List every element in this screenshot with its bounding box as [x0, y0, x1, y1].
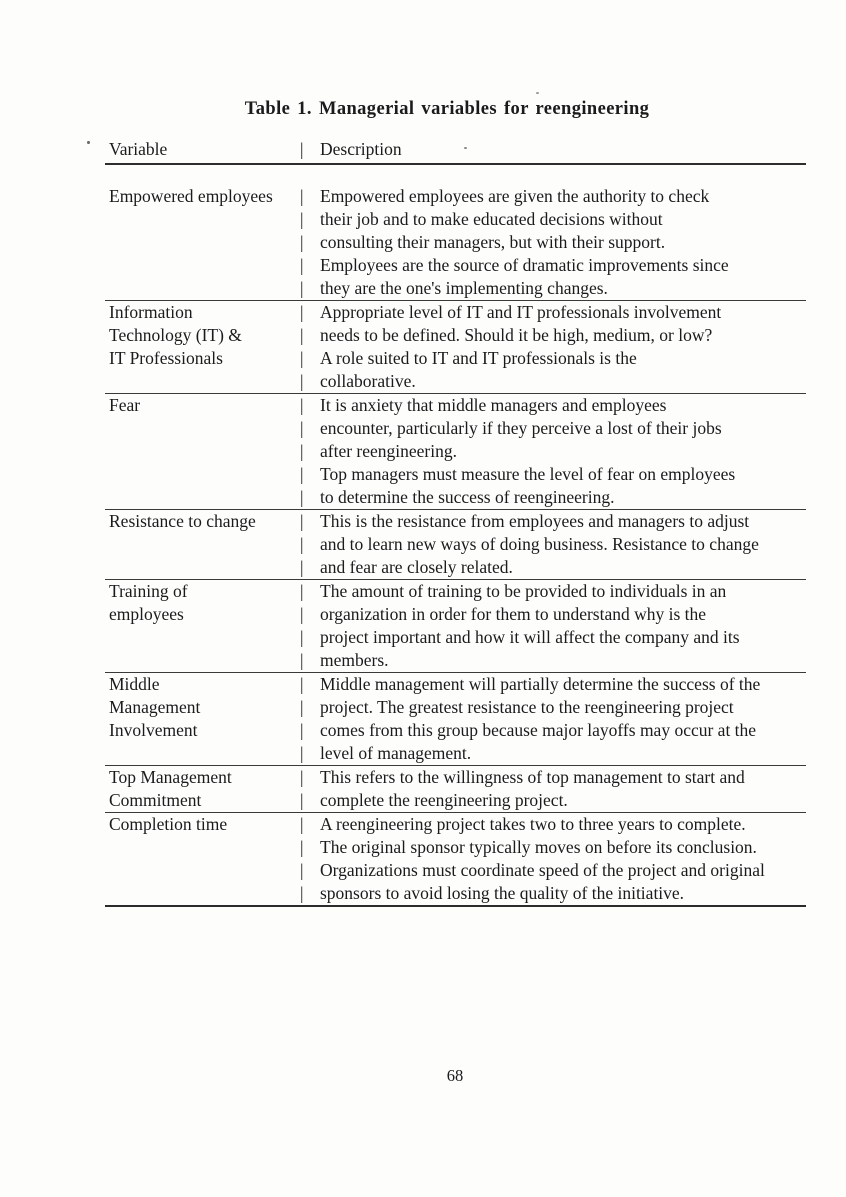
- description-line: [300, 185, 806, 208]
- table-row: [105, 580, 806, 673]
- description-line: [300, 603, 806, 626]
- description-text: complete the reengineering project.: [320, 790, 568, 810]
- description-text: This refers to the willingness of top management to start and: [320, 767, 745, 787]
- description-line: [300, 486, 806, 509]
- scan-speck: [464, 147, 467, 149]
- description-line: [300, 231, 806, 254]
- description-line: [300, 626, 806, 649]
- variable-line: Commitment: [109, 790, 202, 810]
- column-separator-glyph: |: [300, 186, 304, 206]
- description-line: [300, 370, 806, 393]
- description-text: Appropriate level of IT and IT professionals involvement: [320, 302, 722, 322]
- description-line: [300, 510, 806, 533]
- description-line: [300, 440, 806, 463]
- description-cell: [300, 813, 806, 905]
- description-line: [300, 673, 806, 696]
- column-separator-glyph: |: [300, 209, 304, 229]
- description-cell: [300, 673, 806, 765]
- description-text: The amount of training to be provided to individuals in an: [320, 581, 727, 601]
- description-cell: [300, 185, 806, 300]
- description-line: [300, 789, 806, 812]
- description-text: and fear are closely related.: [320, 557, 513, 577]
- scan-speck: [536, 92, 539, 94]
- column-separator-glyph: |: [300, 814, 304, 834]
- column-separator-glyph: |: [300, 674, 304, 694]
- variable-line: Top Management: [109, 767, 232, 787]
- variable-cell: [105, 394, 300, 509]
- column-separator-glyph: |: [300, 255, 304, 275]
- description-text: Middle management will partially determine the success of the: [320, 674, 761, 694]
- column-separator-glyph: |: [300, 650, 304, 670]
- description-cell: [300, 301, 806, 393]
- description-text: It is anxiety that middle managers and employees: [320, 395, 667, 415]
- description-text: encounter, particularly if they perceive a lost of their jobs: [320, 418, 722, 438]
- column-separator-glyph: |: [300, 720, 304, 740]
- column-header-description: Description: [320, 139, 402, 159]
- description-text: sponsors to avoid losing the quality of the initiative.: [320, 883, 685, 903]
- column-separator-glyph: |: [300, 837, 304, 857]
- description-line: [300, 394, 806, 417]
- variable-line: IT Professionals: [109, 348, 223, 368]
- description-line: [300, 347, 806, 370]
- description-text: members.: [320, 650, 389, 670]
- description-line: [300, 742, 806, 765]
- variable-cell: [105, 766, 300, 812]
- variable-cell: [105, 510, 300, 579]
- description-text: collaborative.: [320, 371, 416, 391]
- column-separator-glyph: |: [300, 232, 304, 252]
- table-row: [105, 673, 806, 766]
- description-text: The original sponsor typically moves on before its conclusion.: [320, 837, 757, 857]
- variable-line: Completion time: [109, 814, 228, 834]
- description-text: their job and to make educated decisions without: [320, 209, 663, 229]
- description-text: they are the one's implementing changes.: [320, 278, 608, 298]
- description-line: [300, 649, 806, 672]
- description-cell: [300, 766, 806, 812]
- description-line: [300, 836, 806, 859]
- description-text: A role suited to IT and IT professionals is the: [320, 348, 637, 368]
- description-line: [300, 417, 806, 440]
- column-separator-glyph: |: [300, 860, 304, 880]
- description-text: A reengineering project takes two to three years to complete.: [320, 814, 746, 834]
- page-number: 68: [446, 1066, 464, 1085]
- description-line: [300, 533, 806, 556]
- table-header-row: [105, 138, 806, 165]
- table-row: [105, 766, 806, 813]
- description-line: [300, 696, 806, 719]
- description-text: to determine the success of reengineering.: [320, 487, 615, 507]
- description-line: [300, 813, 806, 836]
- column-separator-glyph: |: [300, 511, 304, 531]
- column-separator-glyph: |: [300, 581, 304, 601]
- table-body: [105, 165, 806, 907]
- description-text: project. The greatest resistance to the reengineering project: [320, 697, 734, 717]
- description-text: Top managers must measure the level of fear on employees: [320, 464, 736, 484]
- column-separator-glyph: |: [300, 743, 304, 763]
- managerial-variables-table: [105, 138, 806, 907]
- description-line: [300, 580, 806, 603]
- variable-cell: [105, 301, 300, 393]
- column-separator-glyph: |: [300, 557, 304, 577]
- column-separator-glyph: |: [300, 627, 304, 647]
- description-line: [300, 208, 806, 231]
- column-separator-glyph: |: [300, 534, 304, 554]
- table-row: [105, 301, 806, 394]
- description-line: [300, 301, 806, 324]
- description-text: after reengineering.: [320, 441, 458, 461]
- variable-line: Information: [109, 302, 193, 322]
- variable-line: Management: [109, 697, 201, 717]
- description-cell: [300, 510, 806, 579]
- column-header-variable: Variable: [109, 139, 168, 159]
- description-line: [300, 882, 806, 905]
- description-line: [300, 719, 806, 742]
- variable-line: Middle: [109, 674, 160, 694]
- scan-speck: [87, 141, 90, 144]
- description-text: and to learn new ways of doing business. Resistance to change: [320, 534, 759, 554]
- column-separator-glyph: |: [300, 395, 304, 415]
- description-text: Organizations must coordinate speed of the project and original: [320, 860, 765, 880]
- column-separator-glyph: |: [300, 418, 304, 438]
- description-line: [300, 277, 806, 300]
- column-separator-glyph: |: [300, 441, 304, 461]
- column-separator-glyph: |: [300, 767, 304, 787]
- column-separator-glyph: |: [300, 464, 304, 484]
- variable-cell: [105, 185, 300, 300]
- column-separator-glyph: |: [300, 883, 304, 903]
- description-text: consulting their managers, but with their support.: [320, 232, 666, 252]
- column-separator-glyph: |: [300, 487, 304, 507]
- column-separator-glyph: |: [300, 348, 304, 368]
- description-cell: [300, 394, 806, 509]
- column-separator-glyph: |: [300, 604, 304, 624]
- column-separator-glyph: |: [300, 278, 304, 298]
- table-row: [105, 510, 806, 580]
- description-line: [300, 556, 806, 579]
- column-separator-glyph: |: [300, 371, 304, 391]
- variable-cell: [105, 813, 300, 905]
- description-text: Empowered employees are given the authority to check: [320, 186, 710, 206]
- description-text: needs to be defined. Should it be high, medium, or low?: [320, 325, 713, 345]
- description-line: [300, 324, 806, 347]
- description-text: level of management.: [320, 743, 472, 763]
- description-line: [300, 766, 806, 789]
- description-text: This is the resistance from employees and managers to adjust: [320, 511, 750, 531]
- variable-line: Resistance to change: [109, 511, 256, 531]
- column-separator-glyph: |: [300, 325, 304, 345]
- description-text: Employees are the source of dramatic improvements since: [320, 255, 729, 275]
- column-separator-glyph: |: [300, 790, 304, 810]
- column-separator-glyph: |: [300, 302, 304, 322]
- variable-cell: [105, 673, 300, 765]
- variable-line: employees: [109, 604, 184, 624]
- table-row: [105, 813, 806, 907]
- variable-line: Empowered employees: [109, 186, 273, 206]
- table-row: [105, 165, 806, 301]
- description-line: [300, 463, 806, 486]
- variable-cell: [105, 580, 300, 672]
- variable-line: Fear: [109, 395, 141, 415]
- variable-line: Training of: [109, 581, 188, 601]
- description-line: [300, 859, 806, 882]
- description-cell: [300, 580, 806, 672]
- description-text: project important and how it will affect the company and its: [320, 627, 740, 647]
- description-text: comes from this group because major layoffs may occur at the: [320, 720, 757, 740]
- column-separator-glyph: |: [300, 697, 304, 717]
- variable-line: Involvement: [109, 720, 198, 740]
- table-row: [105, 394, 806, 510]
- description-line: [300, 254, 806, 277]
- table-title: Table 1. Managerial variables for reengineering: [244, 99, 650, 119]
- description-text: organization in order for them to understand why is the: [320, 604, 707, 624]
- variable-line: Technology (IT) &: [109, 325, 242, 345]
- column-separator-glyph: |: [300, 139, 304, 159]
